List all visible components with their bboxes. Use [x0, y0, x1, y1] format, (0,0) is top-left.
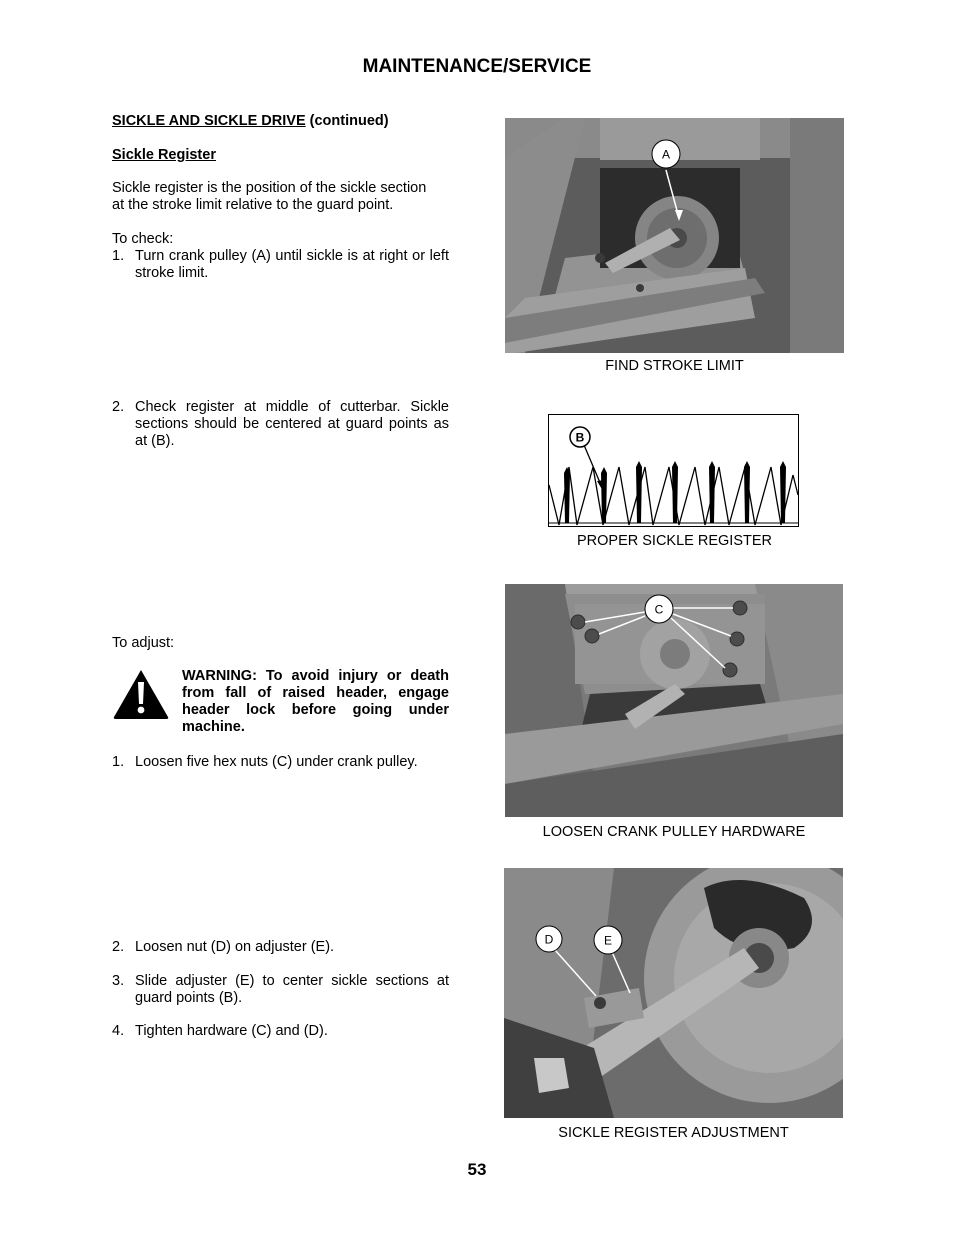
caption-proper-sickle-register: PROPER SICKLE REGISTER	[577, 533, 772, 549]
photo-drawing	[505, 118, 844, 353]
page-title: MAINTENANCE/SERVICE	[362, 56, 592, 77]
step-text: Check register at middle of cutterbar. Sickle sections should be centered at guard points as at (B).	[135, 399, 449, 449]
step-number: 2.	[112, 399, 125, 415]
adjust-step-2	[112, 939, 449, 956]
warning-icon	[112, 668, 170, 720]
step-text: Tighten hardware (C) and (D).	[135, 1023, 328, 1039]
caption-sickle-register-adjustment: SICKLE REGISTER ADJUSTMENT	[558, 1125, 789, 1141]
step-number: 4.	[112, 1023, 125, 1039]
step-text: Loosen five hex nuts (C) under crank pulley.	[135, 754, 418, 770]
photo-drawing	[504, 868, 843, 1118]
adjust-step-4	[112, 1023, 449, 1040]
step-number: 2.	[112, 939, 125, 955]
step-number: 1.	[112, 248, 125, 264]
adjust-step-1	[112, 754, 449, 771]
section-heading-main: SICKLE AND SICKLE DRIVE	[112, 113, 306, 129]
callout-a: A	[661, 147, 671, 162]
callout-b: B	[575, 430, 585, 445]
callout-c: C	[654, 602, 664, 617]
caption-find-stroke-limit: FIND STROKE LIMIT	[605, 358, 744, 374]
intro-line-2: at the stroke limit relative to the guard point.	[112, 197, 394, 213]
photo-sickle-register-adjustment	[504, 868, 843, 1118]
to-check-label: To check:	[112, 231, 174, 247]
step-text: Slide adjuster (E) to center sickle sections at guard points (B).	[135, 973, 449, 1006]
to-adjust-label: To adjust:	[112, 635, 175, 651]
sickle-diagram	[549, 415, 798, 526]
caption-loosen-crank-pulley-hardware: LOOSEN CRANK PULLEY HARDWARE	[542, 824, 806, 840]
step-number: 1.	[112, 754, 125, 770]
diagram-proper-sickle-register	[548, 414, 799, 527]
adjust-step-3	[112, 973, 449, 1007]
subheading: Sickle Register	[112, 147, 216, 163]
section-heading	[112, 113, 389, 130]
callout-e: E	[603, 933, 613, 948]
step-text: Loosen nut (D) on adjuster (E).	[135, 939, 335, 955]
check-step-1	[112, 248, 449, 282]
photo-loosen-crank-pulley-hardware	[505, 584, 843, 817]
callout-d: D	[544, 932, 554, 947]
page-number: 53	[467, 1160, 487, 1179]
check-step-2	[112, 399, 449, 450]
warning-text: WARNING: To avoid injury or death from fall of raised header, engage header lock before going under machine.	[182, 668, 449, 735]
step-number: 3.	[112, 973, 125, 989]
intro-paragraph	[112, 180, 452, 214]
photo-find-stroke-limit	[505, 118, 844, 353]
section-heading-suffix: (continued)	[305, 113, 389, 129]
step-text: Turn crank pulley (A) until sickle is at right or left stroke limit.	[135, 248, 449, 281]
photo-drawing	[505, 584, 843, 817]
intro-line-1: Sickle register is the position of the sickle section	[112, 180, 427, 196]
